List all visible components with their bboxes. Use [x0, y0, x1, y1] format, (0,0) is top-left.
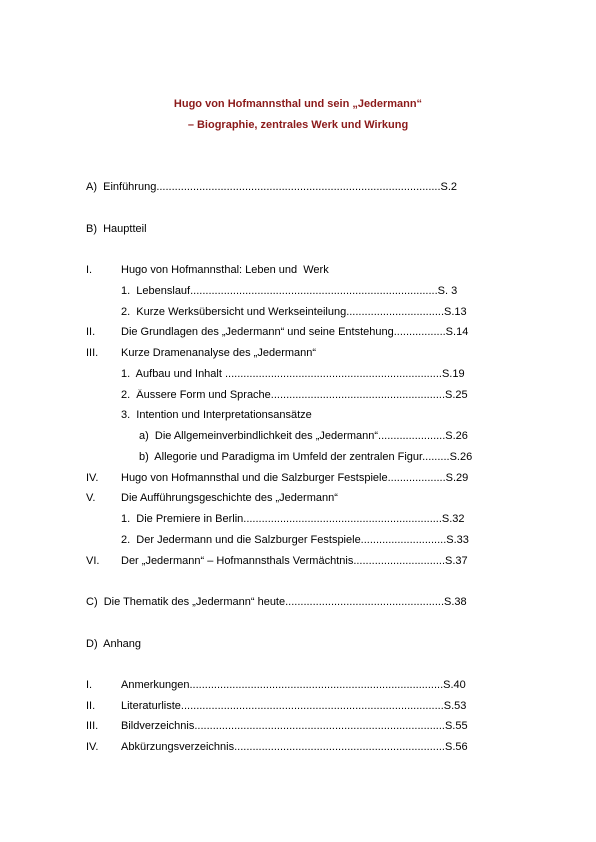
- toc-entry-vermaechtnis: Der „Jedermann“ – Hofmannsthals Vermächtnis..............................S.37: [121, 555, 468, 567]
- toc-number: I.: [86, 264, 93, 276]
- toc-entry-einfuehrung: A) Einführung.............................................................................................S.2: [86, 181, 458, 193]
- toc-number: I.: [86, 679, 93, 691]
- toc-entry-festspiele: Hugo von Hofmannsthal und die Salzburger Festspiele...................S.29: [121, 472, 469, 484]
- toc-entry-intention: 3. Intention und Interpretationsansätze: [121, 409, 312, 421]
- toc-number: V.: [86, 492, 96, 504]
- toc-number: IV.: [86, 741, 99, 753]
- toc-entry-auffuehrungsgeschichte: Die Aufführungsgeschichte des „Jedermann“: [121, 492, 338, 504]
- toc-entry-abkuerzungsverzeichnis: Abkürzungsverzeichnis.....................................................................S.56: [121, 741, 468, 753]
- toc-entry-anhang: D) Anhang: [86, 638, 142, 650]
- toc-entry-aufbau-inhalt: 1. Aufbau und Inhalt .......................................................................S.19: [121, 368, 465, 380]
- toc-entry-anmerkungen: Anmerkungen...................................................................................S.40: [121, 679, 466, 691]
- toc-number: III.: [86, 347, 99, 359]
- toc-entry-form-sprache: 2. Äussere Form und Sprache.........................................................S.25: [121, 389, 468, 401]
- toc-entry-lebenslauf: 1. Lebenslauf.................................................................................S. 3: [121, 285, 458, 297]
- toc-entry-allegorie: b) Allegorie und Paradigma im Umfeld der zentralen Figur.........S.26: [139, 451, 473, 463]
- toc-entry-allgemeinverbindlichkeit: a) Die Allgemeinverbindlichkeit des „Jedermann“......................S.26: [139, 430, 468, 442]
- toc-entry-hauptteil: B) Hauptteil: [86, 223, 147, 235]
- toc-entry-werksuebersicht: 2. Kurze Werksübersicht und Werkseinteilung................................S.13: [121, 306, 467, 318]
- toc-entry-premiere-berlin: 1. Die Premiere in Berlin.................................................................S.32: [121, 513, 465, 525]
- toc-number: IV.: [86, 472, 99, 484]
- toc-number: II.: [86, 326, 96, 338]
- toc-number: VI.: [86, 555, 100, 567]
- title-line-1: Hugo von Hofmannsthal und sein „Jedermann“: [173, 98, 423, 110]
- title-line-2: – Biographie, zentrales Werk und Wirkung: [187, 119, 409, 131]
- toc-entry-bildverzeichnis: Bildverzeichnis..................................................................................S.55: [121, 720, 468, 732]
- toc-entry-grundlagen: Die Grundlagen des „Jedermann“ und seine Entstehung.................S.14: [121, 326, 469, 338]
- toc-entry-jedermann-salzburg: 2. Der Jedermann und die Salzburger Festspiele............................S.33: [121, 534, 469, 546]
- toc-number: II.: [86, 700, 96, 712]
- toc-entry-dramenanalyse: Kurze Dramenanalyse des „Jedermann“: [121, 347, 317, 359]
- toc-entry-leben-werk: Hugo von Hofmannsthal: Leben und Werk: [121, 264, 329, 276]
- toc-entry-thematik: C) Die Thematik des „Jedermann“ heute....................................................S.38: [86, 596, 467, 608]
- toc-number: III.: [86, 720, 99, 732]
- toc-entry-literaturliste: Literaturliste......................................................................................S.53: [121, 700, 467, 712]
